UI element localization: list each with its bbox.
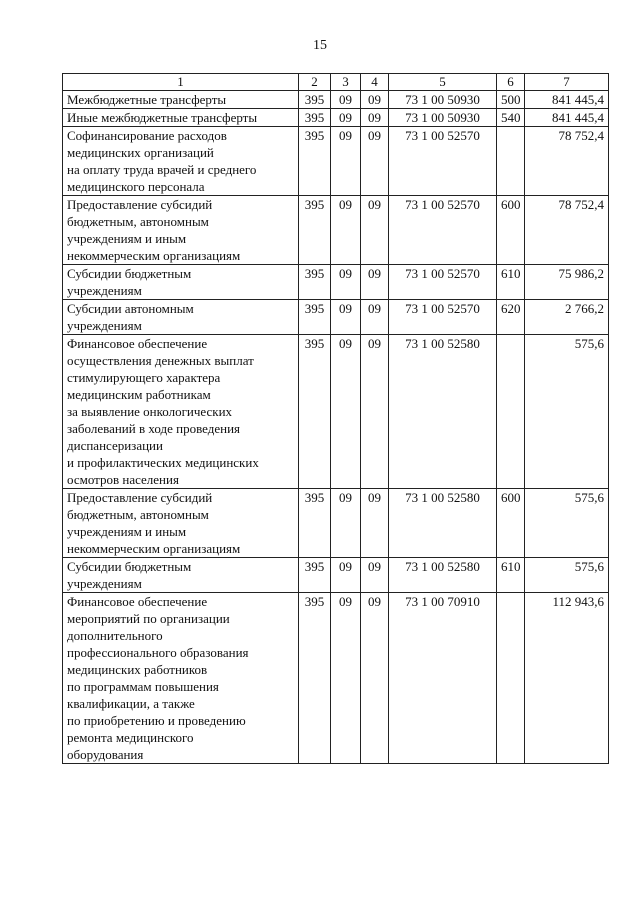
column-header-6: 6 xyxy=(497,74,525,91)
section-cell: 09 xyxy=(331,265,361,300)
admin-code-cell: 395 xyxy=(299,300,331,335)
admin-code-cell: 395 xyxy=(299,109,331,127)
section-cell: 09 xyxy=(331,196,361,265)
table-row xyxy=(63,127,609,196)
amount-cell: 575,6 xyxy=(525,335,609,489)
table-row xyxy=(63,489,609,558)
row-name-cell: Субсидии бюджетным учреждениям xyxy=(63,558,299,593)
row-name-cell: Финансовое обеспечение мероприятий по организации дополнительного профессионального образования медицинских работников по программам повышения квалификации, а также по приобретению и проведению ремонта медицинского оборудования xyxy=(63,593,299,764)
amount-cell: 575,6 xyxy=(525,489,609,558)
column-header-3: 3 xyxy=(331,74,361,91)
expense-type-cell: 620 xyxy=(497,300,525,335)
subsection-cell: 09 xyxy=(361,196,389,265)
target-article-cell: 73 1 00 50930 xyxy=(389,109,497,127)
row-name-cell: Предоставление субсидий бюджетным, автономным учреждениям и иным некоммерческим организациям xyxy=(63,489,299,558)
table-row xyxy=(63,335,609,489)
admin-code-cell: 395 xyxy=(299,489,331,558)
amount-cell: 575,6 xyxy=(525,558,609,593)
row-name-cell: Субсидии бюджетным учреждениям xyxy=(63,265,299,300)
table-header-row xyxy=(63,74,609,91)
table-row xyxy=(63,109,609,127)
subsection-cell: 09 xyxy=(361,558,389,593)
subsection-cell: 09 xyxy=(361,593,389,764)
column-header-2: 2 xyxy=(299,74,331,91)
section-cell: 09 xyxy=(331,335,361,489)
amount-cell: 75 986,2 xyxy=(525,265,609,300)
expense-type-cell xyxy=(497,127,525,196)
table-row xyxy=(63,196,609,265)
expense-type-cell xyxy=(497,335,525,489)
admin-code-cell: 395 xyxy=(299,335,331,489)
subsection-cell: 09 xyxy=(361,109,389,127)
budget-table xyxy=(62,73,609,764)
section-cell: 09 xyxy=(331,593,361,764)
amount-cell: 112 943,6 xyxy=(525,593,609,764)
column-header-7: 7 xyxy=(525,74,609,91)
table-row xyxy=(63,265,609,300)
subsection-cell: 09 xyxy=(361,335,389,489)
expense-type-cell: 540 xyxy=(497,109,525,127)
table-row xyxy=(63,593,609,764)
amount-cell: 2 766,2 xyxy=(525,300,609,335)
target-article-cell: 73 1 00 70910 xyxy=(389,593,497,764)
admin-code-cell: 395 xyxy=(299,265,331,300)
target-article-cell: 73 1 00 52580 xyxy=(389,558,497,593)
section-cell: 09 xyxy=(331,300,361,335)
subsection-cell: 09 xyxy=(361,127,389,196)
row-name-cell: Финансовое обеспечение осуществления денежных выплат стимулирующего характера медицинским работникам за выявление онкологических заболеваний в ходе проведения диспансеризации и профилактических медицинских осмотров населения xyxy=(63,335,299,489)
section-cell: 09 xyxy=(331,558,361,593)
section-cell: 09 xyxy=(331,127,361,196)
section-cell: 09 xyxy=(331,489,361,558)
amount-cell: 841 445,4 xyxy=(525,91,609,109)
target-article-cell: 73 1 00 52570 xyxy=(389,300,497,335)
target-article-cell: 73 1 00 50930 xyxy=(389,91,497,109)
subsection-cell: 09 xyxy=(361,265,389,300)
admin-code-cell: 395 xyxy=(299,196,331,265)
subsection-cell: 09 xyxy=(361,91,389,109)
expense-type-cell: 610 xyxy=(497,265,525,300)
row-name-cell: Предоставление субсидий бюджетным, автономным учреждениям и иным некоммерческим организациям xyxy=(63,196,299,265)
section-cell: 09 xyxy=(331,91,361,109)
column-header-5: 5 xyxy=(389,74,497,91)
subsection-cell: 09 xyxy=(361,300,389,335)
amount-cell: 841 445,4 xyxy=(525,109,609,127)
row-name-cell: Межбюджетные трансферты xyxy=(63,91,299,109)
page-number: 15 xyxy=(313,38,327,53)
admin-code-cell: 395 xyxy=(299,127,331,196)
admin-code-cell: 395 xyxy=(299,593,331,764)
target-article-cell: 73 1 00 52570 xyxy=(389,196,497,265)
row-name-cell: Иные межбюджетные трансферты xyxy=(63,109,299,127)
expense-type-cell xyxy=(497,593,525,764)
subsection-cell: 09 xyxy=(361,489,389,558)
row-name-cell: Софинансирование расходов медицинских организаций на оплату труда врачей и среднего медицинского персонала xyxy=(63,127,299,196)
table-row xyxy=(63,91,609,109)
section-cell: 09 xyxy=(331,109,361,127)
column-header-1: 1 xyxy=(63,74,299,91)
admin-code-cell: 395 xyxy=(299,558,331,593)
target-article-cell: 73 1 00 52570 xyxy=(389,127,497,196)
column-header-4: 4 xyxy=(361,74,389,91)
expense-type-cell: 500 xyxy=(497,91,525,109)
target-article-cell: 73 1 00 52570 xyxy=(389,265,497,300)
expense-type-cell: 610 xyxy=(497,558,525,593)
target-article-cell: 73 1 00 52580 xyxy=(389,335,497,489)
amount-cell: 78 752,4 xyxy=(525,196,609,265)
row-name-cell: Субсидии автономным учреждениям xyxy=(63,300,299,335)
table-row xyxy=(63,300,609,335)
table-row xyxy=(63,558,609,593)
admin-code-cell: 395 xyxy=(299,91,331,109)
target-article-cell: 73 1 00 52580 xyxy=(389,489,497,558)
amount-cell: 78 752,4 xyxy=(525,127,609,196)
expense-type-cell: 600 xyxy=(497,489,525,558)
expense-type-cell: 600 xyxy=(497,196,525,265)
